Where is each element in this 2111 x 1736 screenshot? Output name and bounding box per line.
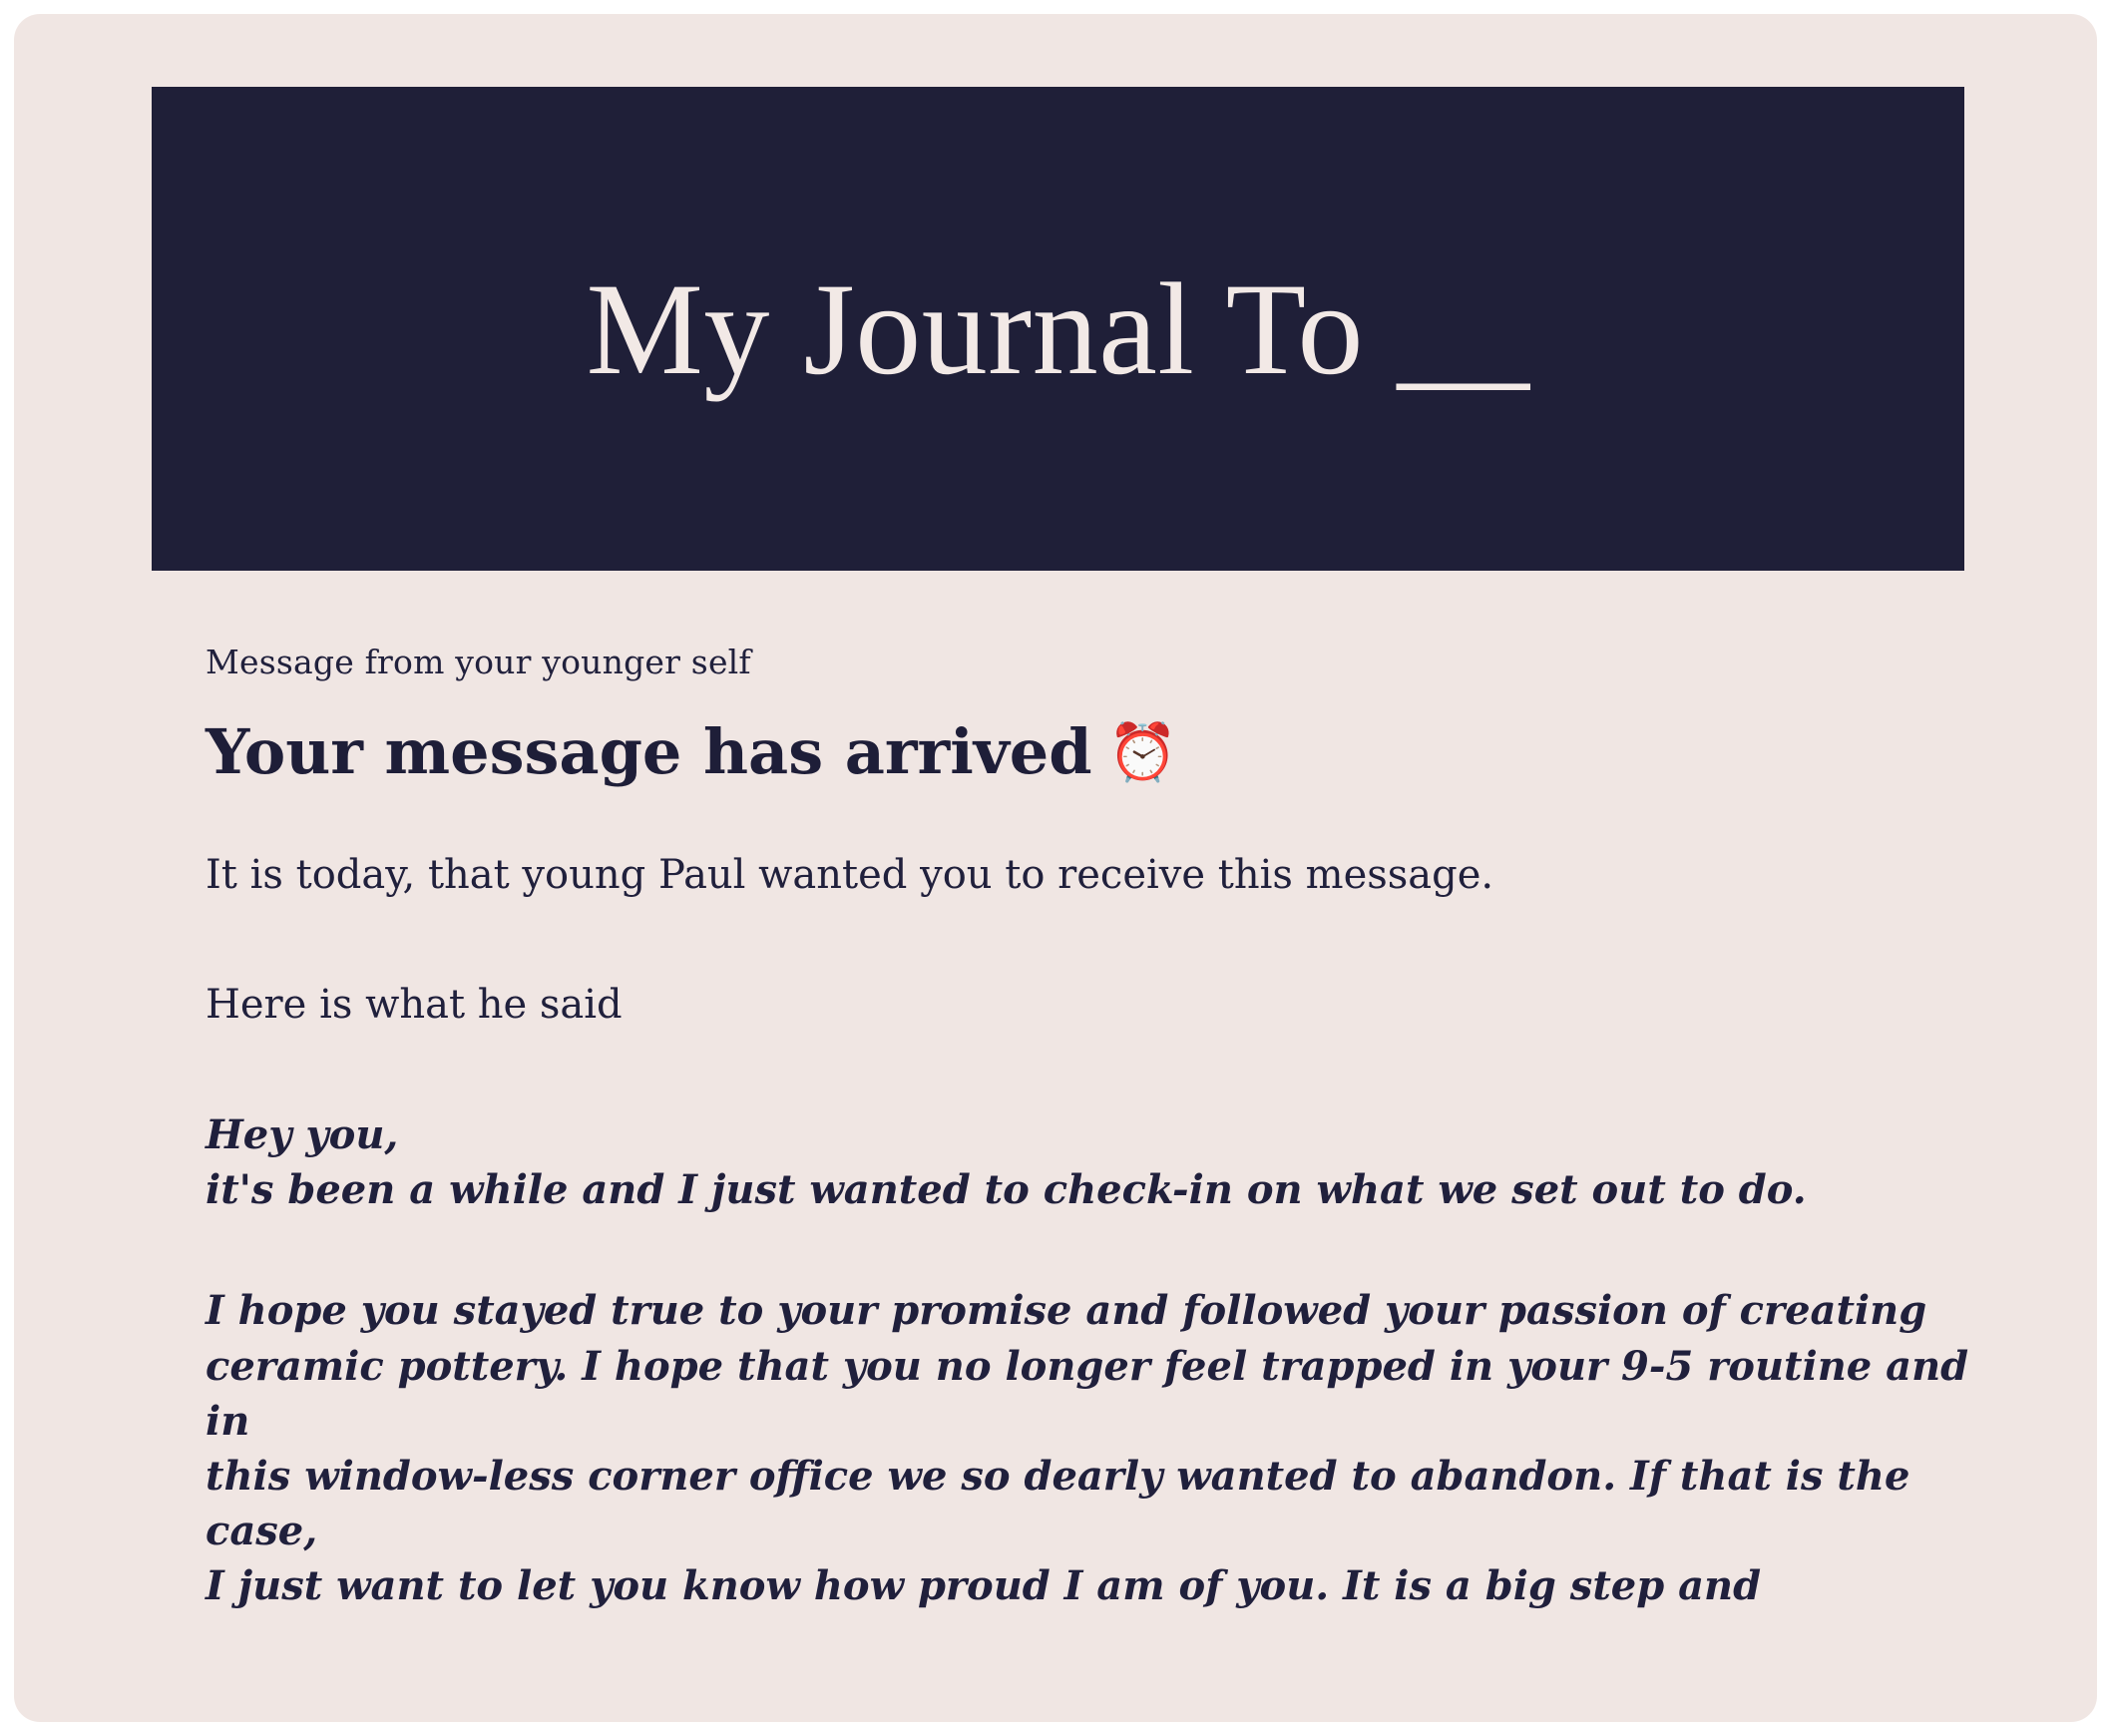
letter-greeting-block: [206, 1107, 1977, 1217]
message-lead-in: Here is what he said: [206, 981, 623, 1028]
message-headline: [206, 715, 1977, 788]
message-content: [206, 643, 1977, 1613]
journal-banner: [152, 87, 1964, 571]
letter-body-line-3: this window-less corner office we so dearly wanted to abandon. If that is the case,: [206, 1452, 1910, 1555]
alarm-clock-icon: ⏰: [1107, 719, 1178, 786]
letter-paragraph-block: [206, 1283, 1977, 1613]
letter-body: [206, 1107, 1977, 1614]
letter-greeting-line-2: it's been a while and I just wanted to check-in on what we set out to do.: [206, 1166, 1807, 1214]
journal-page: [14, 14, 2097, 1722]
message-headline-text: Your message has arrived: [206, 715, 1092, 788]
message-eyebrow: Message from your younger self: [206, 643, 751, 681]
letter-body-line-4: I just want to let you know how proud I am of you. It is a big step and: [206, 1562, 1762, 1610]
letter-body-line-2: ceramic pottery. I hope that you no longer feel trapped in your 9-5 routine and in: [206, 1342, 1969, 1445]
journal-title: My Journal To __: [586, 254, 1530, 402]
letter-body-line-1: I hope you stayed true to your promise and followed your passion of creating: [206, 1287, 1927, 1335]
message-intro: It is today, that young Paul wanted you to receive this message.: [206, 851, 1494, 898]
letter-greeting: Hey you,: [206, 1110, 399, 1158]
